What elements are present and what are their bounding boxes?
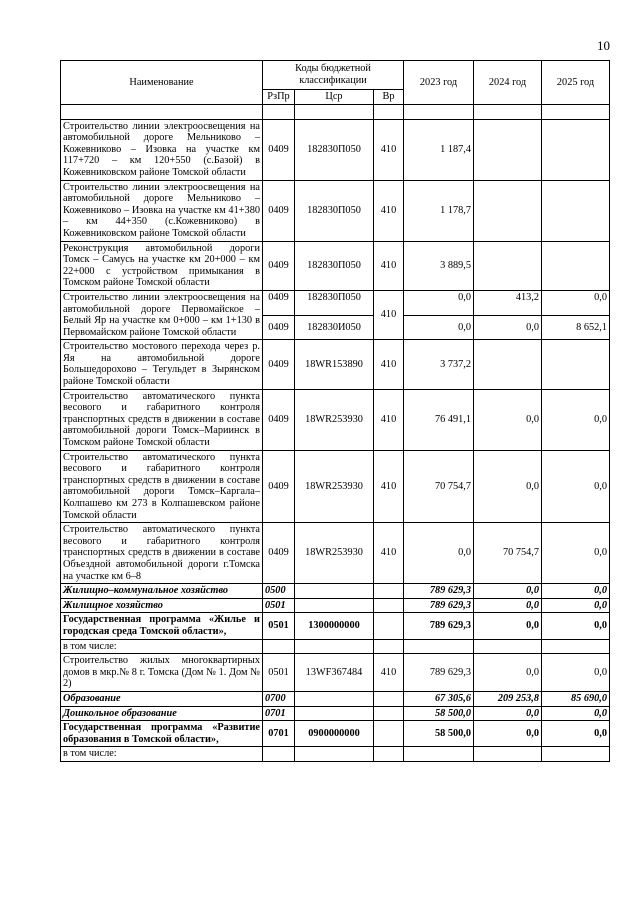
section-2025: 0,0 [542,584,610,599]
row-2024: 0,0 [474,389,542,450]
row-2024 [474,340,542,389]
row-2024: 70 754,7 [474,523,542,584]
budget-table [60,60,610,762]
row-rzpr: 0409 [263,119,295,180]
section-2023: 789 629,3 [404,598,474,613]
row-rzpr: 0409 [263,523,295,584]
row-rzpr: 0409 [263,315,295,340]
row-2024 [474,180,542,241]
row-2023: 70 754,7 [404,450,474,523]
row-2025: 0,0 [542,450,610,523]
including-label: в том числе: [61,639,263,654]
row-2023: 0,0 [404,315,474,340]
row-vr: 410 [374,241,404,290]
table-row [61,523,610,584]
section-2023: 789 629,3 [404,584,474,599]
including-row [61,747,610,762]
row-2024: 0,0 [474,654,542,692]
table-row [61,180,610,241]
program-row [61,721,610,747]
section-2024: 0,0 [474,706,542,721]
section-2024: 0,0 [474,584,542,599]
row-rzpr: 0409 [263,241,295,290]
program-name: Государственная программа «Развитие образования в Томской области», [61,721,263,747]
row-2023: 789 629,3 [404,654,474,692]
program-csr: 1300000000 [295,613,374,639]
section-rzpr: 0500 [263,584,295,599]
row-name: Строительство мостового перехода через р. Яя на автомобильной дороге Большедорохово – Тегульдет в Зырянском районе Томской области [61,340,263,389]
program-2025: 0,0 [542,613,610,639]
row-csr: 18WR253930 [295,450,374,523]
row-2023: 1 178,7 [404,180,474,241]
section-name: Жилищно–коммунальное хозяйство [61,584,263,599]
row-vr: 410 [374,654,404,692]
program-rzpr: 0701 [263,721,295,747]
row-name: Строительство автоматического пункта весового и габаритного контроля транспортных средств в движении в составе автомобильной дороги Томск–Мариинск в Томском районе Томской области [61,389,263,450]
row-rzpr: 0409 [263,290,295,315]
row-csr: 18WR253930 [295,389,374,450]
header-2023: 2023 год [404,61,474,105]
table-row [61,290,610,315]
row-name: Строительство линии электроосвещения на автомобильной дороге Мельниково – Кожевниково – Изовка на участке км 117+720 – км 120+550 (с.Базой) в Кожевниковском районе Томской области [61,119,263,180]
header-2025: 2025 год [542,61,610,105]
row-name: Строительство линии электроосвещения на автомобильной дороге Первомайское – Белый Яр на участке км 0+000 – км 1+130 в Первомайском районе Томской области [61,290,263,339]
row-vr: 410 [374,523,404,584]
section-rzpr: 0701 [263,706,295,721]
program-2023: 58 500,0 [404,721,474,747]
row-csr: 182830И050 [295,315,374,340]
row-name: Строительство жилых многоквартирных домов в мкр.№ 8 г. Томска (Дом № 1. Дом № 2) [61,654,263,692]
table-row [61,450,610,523]
row-vr: 410 [374,340,404,389]
section-row [61,706,610,721]
row-2023: 1 187,4 [404,119,474,180]
page-number: 10 [597,38,610,53]
program-2025: 0,0 [542,721,610,747]
program-rzpr: 0501 [263,613,295,639]
section-row [61,598,610,613]
row-2023: 0,0 [404,523,474,584]
section-row [61,584,610,599]
row-2025: 8 652,1 [542,315,610,340]
row-rzpr: 0409 [263,340,295,389]
section-2024: 0,0 [474,598,542,613]
row-rzpr: 0409 [263,180,295,241]
section-rzpr: 0700 [263,691,295,706]
row-2023: 76 491,1 [404,389,474,450]
row-2025 [542,241,610,290]
row-vr: 410 [374,389,404,450]
row-2025: 0,0 [542,523,610,584]
section-2025: 0,0 [542,706,610,721]
section-row [61,691,610,706]
row-vr: 410 [374,450,404,523]
header-row [61,61,610,90]
section-rzpr: 0501 [263,598,295,613]
including-label: в том числе: [61,747,263,762]
row-csr: 13WF367484 [295,654,374,692]
table-row [61,119,610,180]
row-csr: 182830П050 [295,290,374,315]
spacer-row [61,104,610,119]
section-2025: 0,0 [542,598,610,613]
program-2023: 789 629,3 [404,613,474,639]
section-2025: 85 690,0 [542,691,610,706]
row-2025 [542,119,610,180]
program-row [61,613,610,639]
section-name: Дошкольное образование [61,706,263,721]
row-csr: 182830П050 [295,180,374,241]
row-2023: 3 737,2 [404,340,474,389]
row-2024: 0,0 [474,450,542,523]
row-name: Строительство линии электроосвещения на автомобильной дороге Мельниково – Кожевниково – Изовка на участке км 41+380 – км 44+350 (с.Кожевниково) в Кожевниковском районе Томской области [61,180,263,241]
table-row [61,389,610,450]
row-vr: 410 [374,119,404,180]
header-vr: Вр [374,90,404,105]
row-name: Строительство автоматического пункта весового и габаритного контроля транспортных средств в движении в составе автомобильной дороги Томск–Каргала–Колпашево км 273 в Колпашевском районе Томской области [61,450,263,523]
row-2025: 0,0 [542,389,610,450]
header-csr: Цср [295,90,374,105]
row-2024: 413,2 [474,290,542,315]
program-2024: 0,0 [474,613,542,639]
header-name: Наименование [61,61,263,105]
program-csr: 0900000000 [295,721,374,747]
row-2023: 0,0 [404,290,474,315]
row-csr: 182830П050 [295,241,374,290]
header-rzpr: РзПр [263,90,295,105]
row-2024 [474,119,542,180]
row-vr: 410 [374,180,404,241]
row-2025: 0,0 [542,654,610,692]
program-2024: 0,0 [474,721,542,747]
including-row [61,639,610,654]
row-2024: 0,0 [474,315,542,340]
row-rzpr: 0409 [263,450,295,523]
table-row [61,340,610,389]
row-csr: 18WR253930 [295,523,374,584]
row-2025: 0,0 [542,290,610,315]
row-name: Реконструкция автомобильной дороги Томск – Самусь на участке км 20+000 – км 22+000 с устройством примыкания в Томском районе Томской области [61,241,263,290]
row-csr: 182830П050 [295,119,374,180]
section-2024: 209 253,8 [474,691,542,706]
table-row [61,241,610,290]
section-name: Образование [61,691,263,706]
row-csr: 18WR153890 [295,340,374,389]
section-2023: 67 305,6 [404,691,474,706]
section-2023: 58 500,0 [404,706,474,721]
header-codes: Коды бюджетной классификации [263,61,404,90]
row-rzpr: 0409 [263,389,295,450]
section-name: Жилищное хозяйство [61,598,263,613]
row-2023: 3 889,5 [404,241,474,290]
table-row [61,654,610,692]
row-2024 [474,241,542,290]
row-rzpr: 0501 [263,654,295,692]
row-vr: 410 [374,290,404,339]
program-name: Государственная программа «Жилье и городская среда Томской области», [61,613,263,639]
row-2025 [542,340,610,389]
row-2025 [542,180,610,241]
row-name: Строительство автоматического пункта весового и габаритного контроля транспортных средств в движении в составе Объездной автомобильной дороги г.Томска на участке км 6–8 [61,523,263,584]
header-2024: 2024 год [474,61,542,105]
